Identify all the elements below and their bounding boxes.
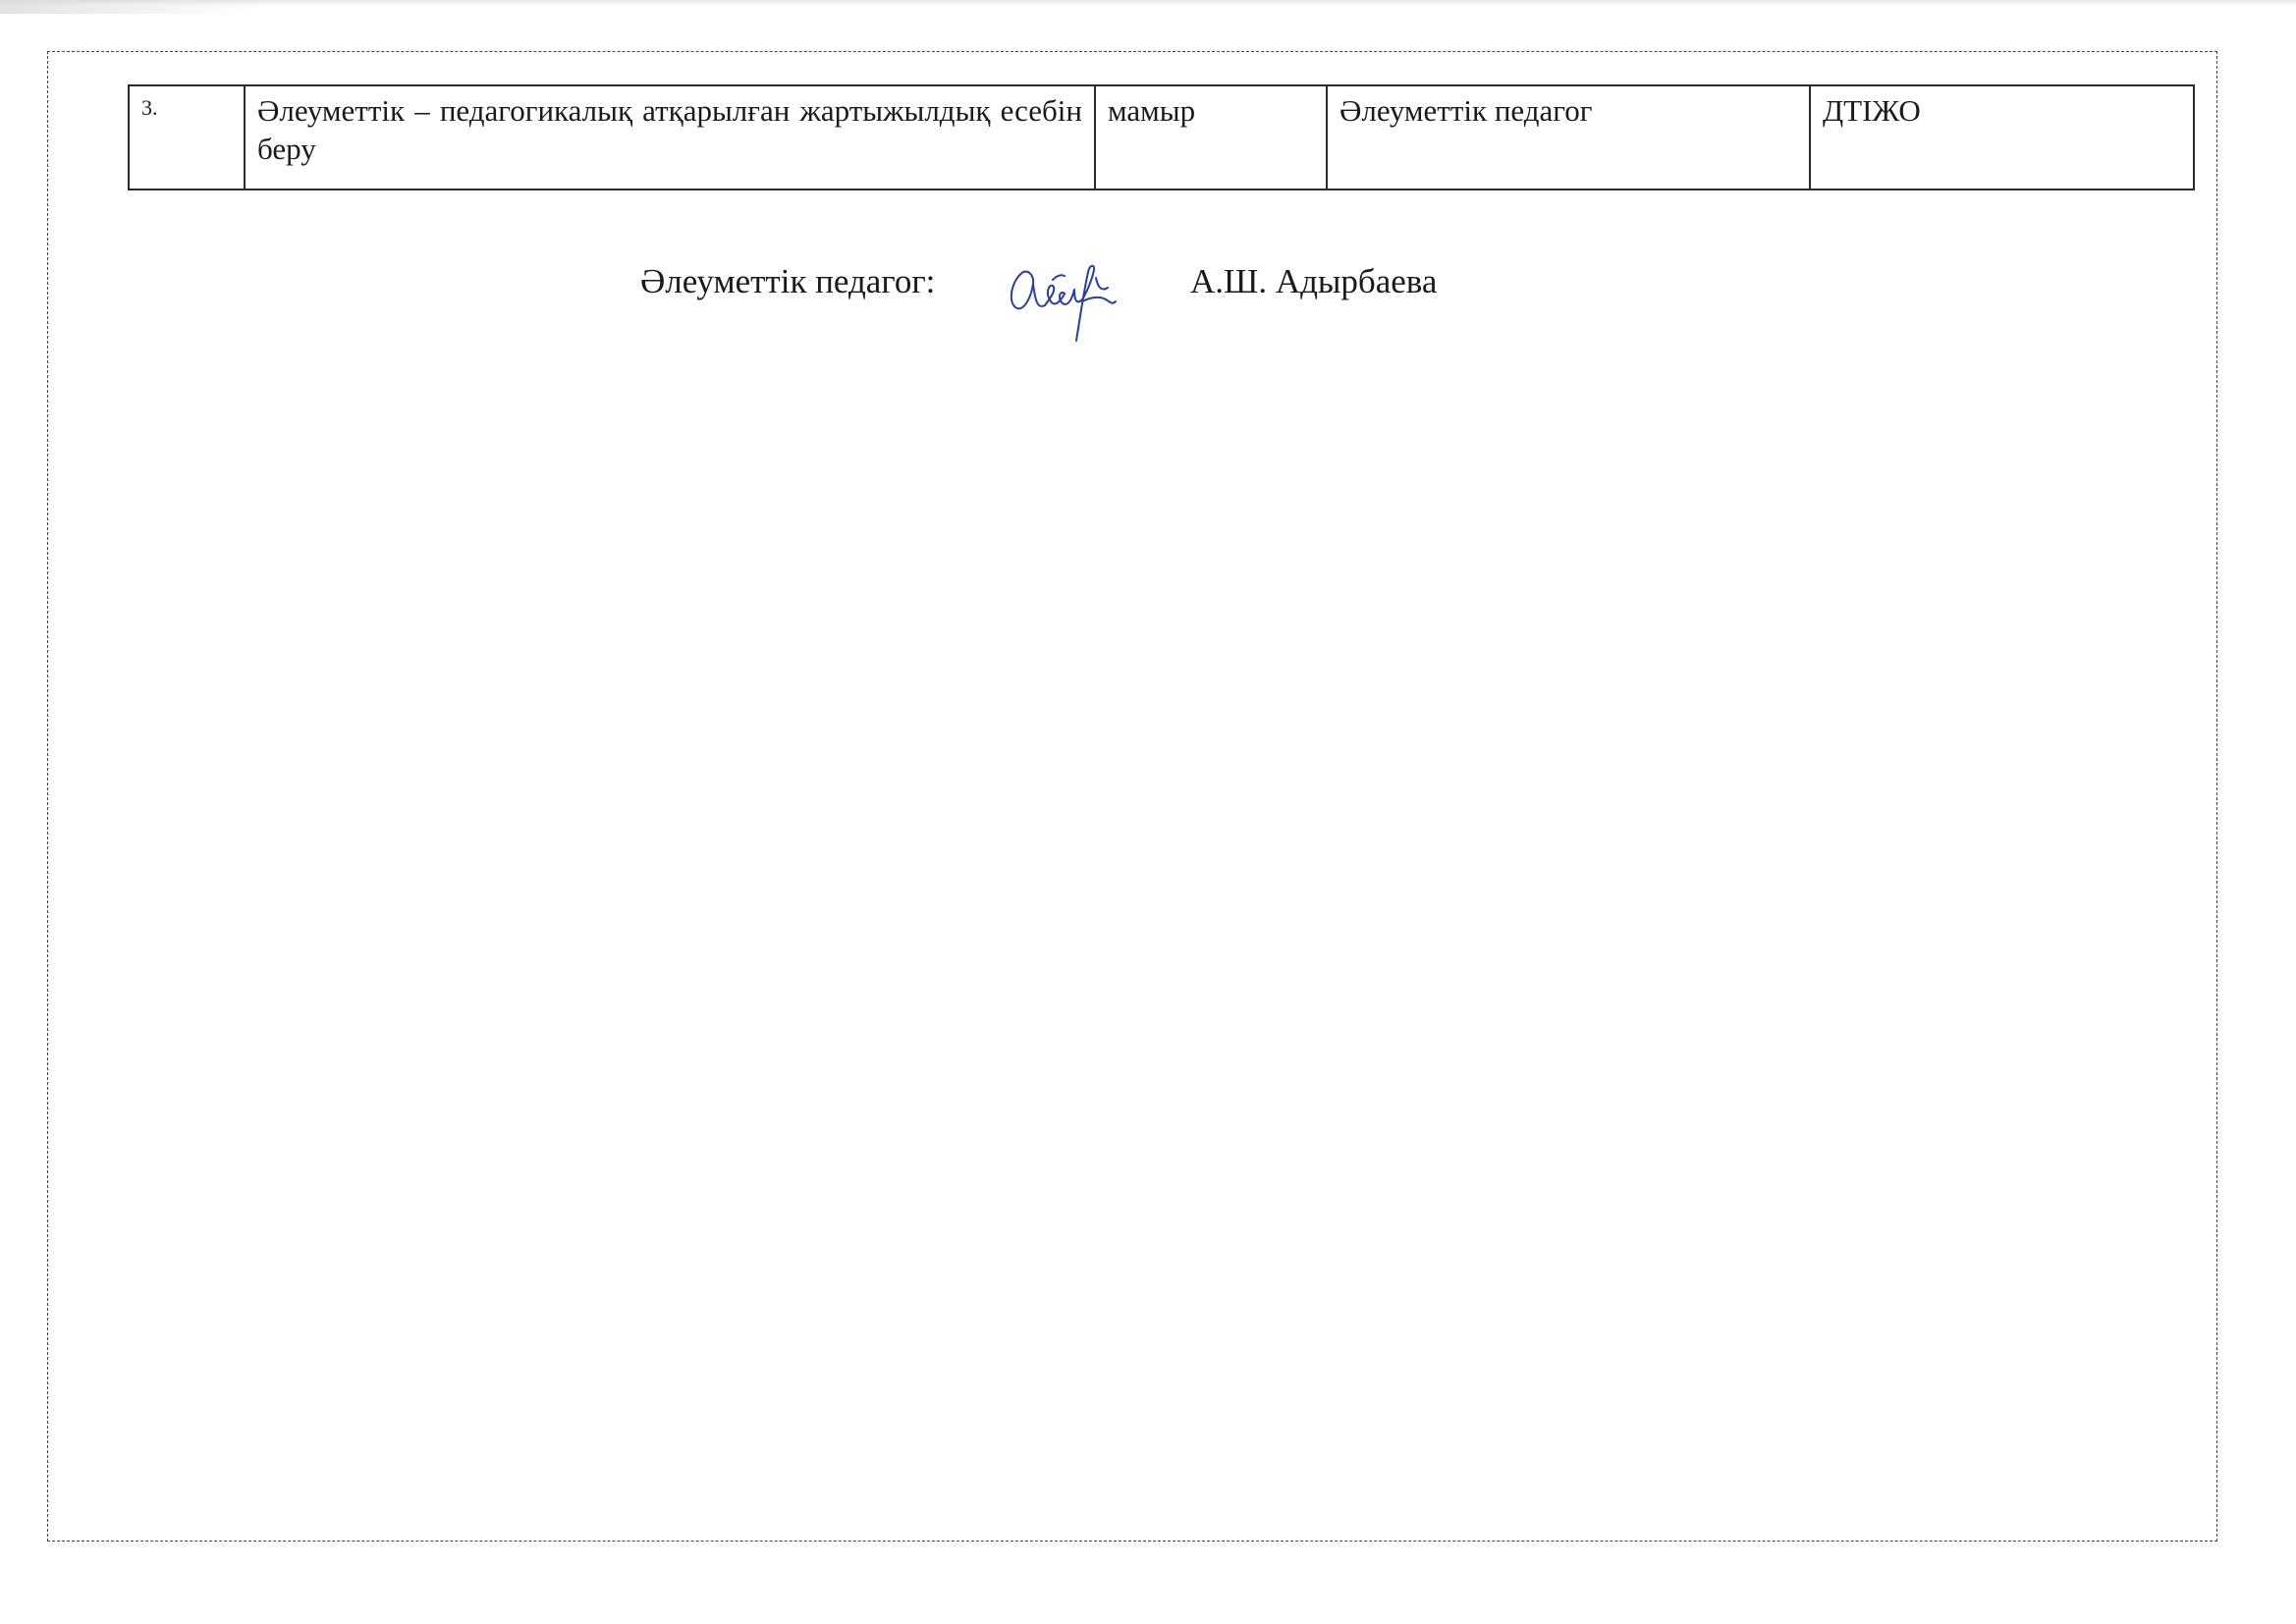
responsible-cell: Әлеуметтік педагог (1327, 85, 1810, 189)
scan-corner-shadow (0, 0, 255, 14)
table-row (129, 85, 2194, 189)
signature-role: Әлеуметтік педагог: (640, 262, 936, 300)
form-cell: ДТІЖО (1810, 85, 2194, 189)
month-cell: мамыр (1095, 85, 1327, 189)
plan-table (128, 84, 2195, 190)
signature-block (0, 250, 2296, 358)
event-cell: Әлеуметтік – педагогикалық атқарылған жартыжылдық есебін беру (245, 85, 1095, 189)
handwritten-signature (1002, 250, 1129, 349)
signatory-name: А.Ш. Адырбаева (1190, 262, 1438, 300)
row-number-cell: 3. (129, 85, 245, 189)
scan-top-edge (0, 0, 2296, 6)
